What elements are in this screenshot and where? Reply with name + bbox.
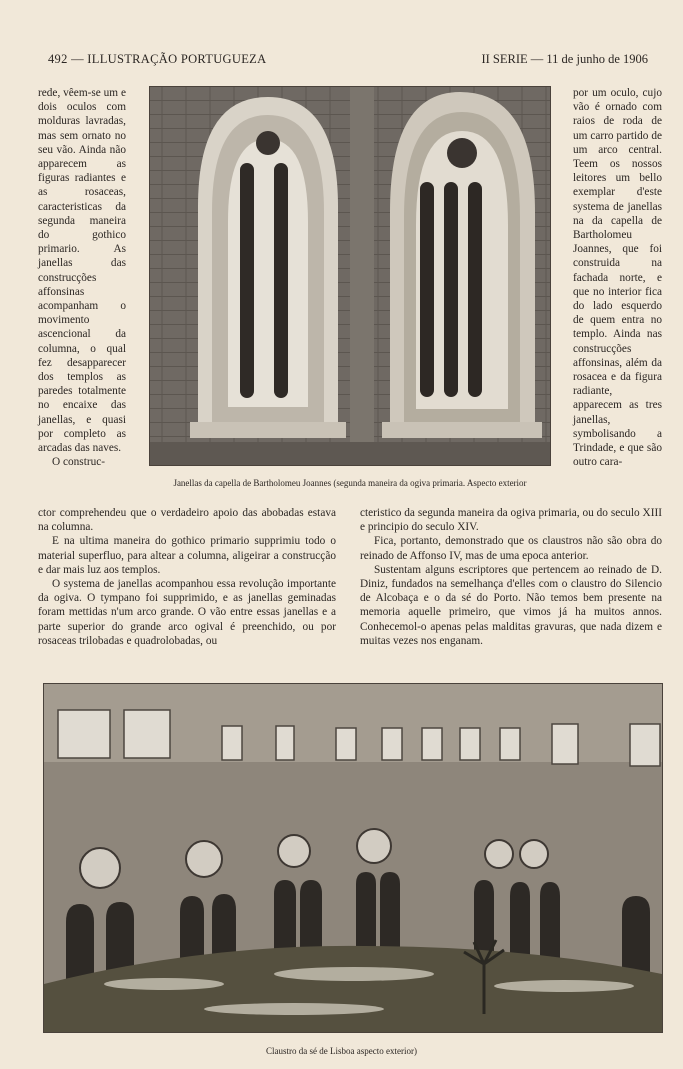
lower-left-paragraph-2: E na ultima maneira do gothico primario supprimiu todo o material superfluo, para altear a columna, aligeirar a construcção e dar mais luz aos templos. — [38, 535, 336, 576]
cloister-photo — [43, 683, 663, 1033]
lower-left-paragraph-1: ctor comprehendeu que o verdadeiro apoio das abobadas estava na columna. — [38, 507, 336, 534]
page-number-title: 492 — ILLUSTRAÇÃO PORTUGUEZA — [48, 52, 267, 66]
page-header — [48, 52, 648, 70]
lower-left-column — [38, 506, 336, 648]
chapel-windows-photo — [149, 86, 551, 466]
lower-right-paragraph-3: Sustentam alguns escriptores que pertencem ao reinado de D. Diniz, fundados na semelhança d'elles com o claustro do Silencio de Alcobaça e o da sé do Porto. Não temos bem presente na memoria aquelle primeiro, que vimos já ha muitos annos. Conhecemol-o apenas pelas malditas gravuras, que nada dizem e muitas vezes nos enganam. — [360, 563, 662, 647]
left-paragraph-2: O construc- — [52, 456, 106, 469]
right-paragraph-1: por um oculo, cujo vão é ornado com raios de roda de um carro partido de um arco central. Teem os nossos leitores um bello exemplar d'este systema de janellas na da capella de Bartholomeu Joannes, que foi construida na fachada norte, e que no interior fica do lado esquerdo de quem entra no templo. Ainda nas construcções affonsinas, além da rosacea e da figura radiante, apparecem as tres janellas, symbolisando a Trindade, e que são outro cara- — [573, 87, 662, 469]
series-date: II SERIE — 11 de junho de 1906 — [481, 52, 648, 66]
right-column — [573, 86, 662, 469]
chapel-photo-caption: Janellas da capella de Bartholomeu Joannes (segunda maneira da ogiva primaria. Aspecto exterior — [173, 478, 527, 488]
left-paragraph-1: rede, vêem-se um e dois oculos com molduras lavradas, mas sem ornato no seu vão. Ainda não apparecem as figuras radiantes e as rosaceas, caracteristicas da segunda maneira do gothico primario. As janellas das construcções affonsinas acompanham o movimento ascencional da columna, o qual fez desapparecer dos templos as paredes totalmente no encaixe das janellas, e quasi por completo as arcadas das naves. — [38, 87, 126, 455]
lower-left-paragraph-3: O systema de janellas acompanhou essa revolução importante da ogiva. O tympano foi supprimido, e as janellas geminadas foram mettidas n'um arco grande. O vão entre essas janellas e a parte superior do grande arco ogival é preenchido, ou por rosaceas trilobadas e quadrolobadas, ou — [38, 578, 336, 647]
left-column — [38, 86, 126, 469]
lower-right-column — [360, 506, 662, 648]
cloister-photo-caption: Claustro da sé de Lisboa aspecto exterior) — [266, 1046, 417, 1056]
lower-right-paragraph-2: Fica, portanto, demonstrado que os claustros não são obra do reinado de Affonso IV, mas de uma epoca anterior. — [360, 535, 662, 562]
lower-right-paragraph-1: cteristico da segunda maneira da ogiva primaria, ou do seculo XIII e principio do seculo XIV. — [360, 507, 662, 534]
